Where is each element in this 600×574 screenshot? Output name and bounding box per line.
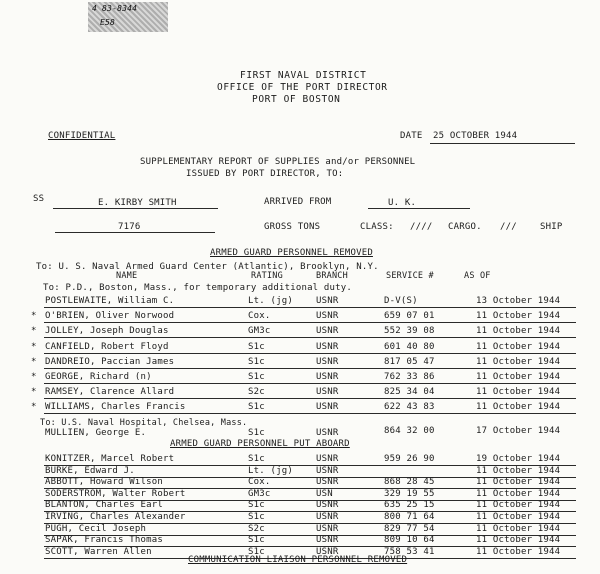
row-rule (44, 398, 576, 399)
port-heading: PORT OF BOSTON (252, 94, 341, 105)
class-label: CLASS: (360, 222, 394, 232)
hospital-row-rating: S1c (248, 428, 265, 438)
stamp-number: 4 83-8344 (92, 4, 138, 13)
row-branch: USNR (316, 311, 339, 322)
class-value: //// (410, 222, 433, 232)
row-branch: USNR (316, 326, 339, 337)
row-service: 659 07 01 (384, 311, 435, 322)
row-branch: USNR (316, 372, 339, 382)
hospital-row-branch: USNR (316, 428, 339, 438)
col-header-name: NAME (116, 271, 138, 281)
hospital-row-name: MULLIEN, George E. (45, 428, 147, 438)
row-service: 601 40 80 (384, 341, 435, 352)
arrived-from-line (368, 208, 470, 209)
row-rating: S1c (248, 512, 265, 522)
row-date: 11 October 1944 (476, 535, 561, 546)
stamp-code: E58 (100, 18, 116, 27)
row-name: SCOTT, Warren Allen (45, 546, 152, 557)
row-date: 13 October 1944 (476, 296, 561, 306)
comm-section-title: COMMUNICATION LIAISON PERSONNEL REMOVED (188, 555, 408, 565)
row-service: 329 19 55 (384, 488, 435, 499)
ship-label: SHIP (540, 222, 563, 232)
row-name: KONITZER, Marcel Robert (45, 454, 175, 464)
row-name: DANDREIO, Paccian James (45, 356, 175, 367)
row-name: JOLLEY, Joseph Douglas (45, 326, 169, 337)
row-service: 758 53 41 (384, 546, 435, 557)
row-star: * (31, 341, 37, 352)
row-branch: USNR (316, 356, 339, 367)
row-name: BURKE, Edward J. (45, 465, 135, 476)
row-service: 868 28 45 (384, 477, 435, 488)
hospital-note: To: U.S. Naval Hospital, Chelsea, Mass. (40, 418, 248, 428)
row-date: 11 October 1944 (476, 387, 561, 398)
cargo-value: /// (500, 222, 517, 232)
row-name: CANFIELD, Robert Floyd (45, 341, 169, 352)
date-label: DATE (400, 131, 423, 141)
row-date: 11 October 1944 (476, 402, 561, 413)
row-rule (44, 353, 576, 354)
col-header-branch: BRANCH (316, 271, 348, 281)
row-date: 11 October 1944 (476, 512, 561, 522)
row-rating: S1c (248, 372, 265, 382)
row-name: SODERSTROM, Walter Robert (45, 488, 186, 499)
row-service: 762 33 86 (384, 372, 435, 382)
row-rating: S1c (248, 500, 265, 511)
row-service: 635 25 15 (384, 500, 435, 511)
row-rating: Lt. (jg) (248, 296, 293, 306)
report-title: SUPPLEMENTARY REPORT OF SUPPLIES and/or PERSONNEL (140, 157, 416, 167)
date-underline (430, 143, 575, 144)
hospital-row-service: 864 32 00 (384, 426, 435, 436)
col-header-rating: RATING (251, 271, 283, 281)
row-name: POSTLEWAITE, William C. (45, 296, 175, 306)
row-service: 552 39 08 (384, 326, 435, 337)
row-date: 11 October 1944 (476, 341, 561, 352)
row-rule (44, 322, 576, 323)
row-branch: USNR (316, 402, 339, 413)
row-name: ABBOTT, Howard Wilson (45, 477, 163, 488)
report-date: 25 OCTOBER 1944 (433, 131, 518, 141)
row-date: 11 October 1944 (476, 488, 561, 499)
row-rating: Cox. (248, 477, 271, 488)
district-heading: FIRST NAVAL DISTRICT (240, 70, 367, 81)
arrived-from-value: U. K. (388, 198, 417, 208)
classification-label: CONFIDENTIAL (48, 131, 116, 141)
col-header-service: SERVICE # (386, 271, 434, 281)
row-date: 11 October 1944 (476, 372, 561, 382)
row-branch: USNR (316, 546, 339, 557)
row-date: 11 October 1944 (476, 311, 561, 322)
vessel-name-line (53, 208, 218, 209)
removed-section-title: ARMED GUARD PERSONNEL REMOVED (210, 248, 373, 258)
row-rating: S2c (248, 523, 265, 534)
vessel-prefix: SS (33, 194, 45, 204)
row-service: 825 34 04 (384, 387, 435, 398)
row-name: O'BRIEN, Oliver Norwood (45, 311, 175, 322)
row-rating: Lt. (jg) (248, 465, 293, 476)
row-rating: S1c (248, 402, 265, 413)
row-branch: USNR (316, 465, 339, 476)
gross-tons-label: GROSS TONS (264, 222, 321, 232)
removed-destination-2: To: P.D., Boston, Mass., for temporary additional duty. (43, 283, 353, 293)
row-star: * (31, 311, 37, 322)
row-service: 959 26 90 (384, 454, 435, 464)
row-service: 829 77 54 (384, 523, 435, 534)
tons-line (55, 232, 215, 233)
row-star: * (31, 402, 37, 413)
row-service: 800 71 64 (384, 512, 435, 522)
row-rule (44, 337, 576, 338)
row-name: BLANTON, Charles Earl (45, 500, 163, 511)
row-service: 622 43 83 (384, 402, 435, 413)
row-date: 11 October 1944 (476, 477, 561, 488)
row-branch: USNR (316, 296, 339, 306)
office-heading: OFFICE OF THE PORT DIRECTOR (217, 82, 388, 93)
row-star: * (31, 372, 37, 382)
row-rating: S2c (248, 387, 265, 398)
row-name: WILLIAMS, Charles Francis (45, 402, 186, 413)
row-name: RAMSEY, Clarence Allard (45, 387, 175, 398)
row-branch: USNR (316, 387, 339, 398)
row-rating: S1c (248, 546, 265, 557)
row-branch: USN (316, 488, 333, 499)
row-branch: USNR (316, 341, 339, 352)
row-name: IRVING, Charles Alexander (45, 512, 186, 522)
row-rule (44, 383, 576, 384)
arrived-from-label: ARRIVED FROM (264, 197, 332, 207)
vessel-name: E. KIRBY SMITH (98, 198, 177, 208)
row-rule (44, 368, 576, 369)
row-rating: GM3c (248, 488, 271, 499)
report-subtitle: ISSUED BY PORT DIRECTOR, TO: (186, 169, 344, 179)
row-star: * (31, 326, 37, 337)
row-rating: S1c (248, 535, 265, 546)
hospital-row-date: 17 October 1944 (476, 426, 561, 436)
row-date: 11 October 1944 (476, 500, 561, 511)
gross-tons-value: 7176 (118, 222, 141, 232)
row-branch: USNR (316, 512, 339, 522)
row-date: 19 October 1944 (476, 454, 561, 464)
row-service: 817 05 47 (384, 356, 435, 367)
row-rating: GM3c (248, 326, 271, 337)
row-service: 809 10 64 (384, 535, 435, 546)
row-branch: USNR (316, 477, 339, 488)
row-branch: USNR (316, 500, 339, 511)
row-rating: S1c (248, 356, 265, 367)
row-star: * (31, 356, 37, 367)
col-header-asof: AS OF (464, 271, 491, 281)
row-date: 11 October 1944 (476, 546, 561, 557)
row-date: 11 October 1944 (476, 356, 561, 367)
aboard-section-title: ARMED GUARD PERSONNEL PUT ABOARD (170, 439, 350, 449)
row-name: SAPAK, Francis Thomas (45, 535, 163, 546)
row-date: 11 October 1944 (476, 465, 561, 476)
row-branch: USNR (316, 535, 339, 546)
row-star: * (31, 387, 37, 398)
row-rule (44, 413, 576, 414)
row-rating: Cox. (248, 311, 271, 322)
row-service: D-V(S) (384, 296, 418, 306)
row-rating: S1c (248, 454, 265, 464)
row-name: PUGH, Cecil Joseph (45, 523, 147, 534)
removed-destination-1: To: U. S. Naval Armed Guard Center (Atlantic), Brooklyn, N.Y. (36, 262, 379, 272)
row-rating: S1c (248, 341, 265, 352)
row-rule (44, 307, 576, 308)
row-date: 11 October 1944 (476, 523, 561, 534)
cargo-label: CARGO. (448, 222, 482, 232)
row-name: GEORGE, Richard (n) (45, 372, 152, 382)
row-date: 11 October 1944 (476, 326, 561, 337)
row-branch: USNR (316, 454, 339, 464)
row-branch: USNR (316, 523, 339, 534)
